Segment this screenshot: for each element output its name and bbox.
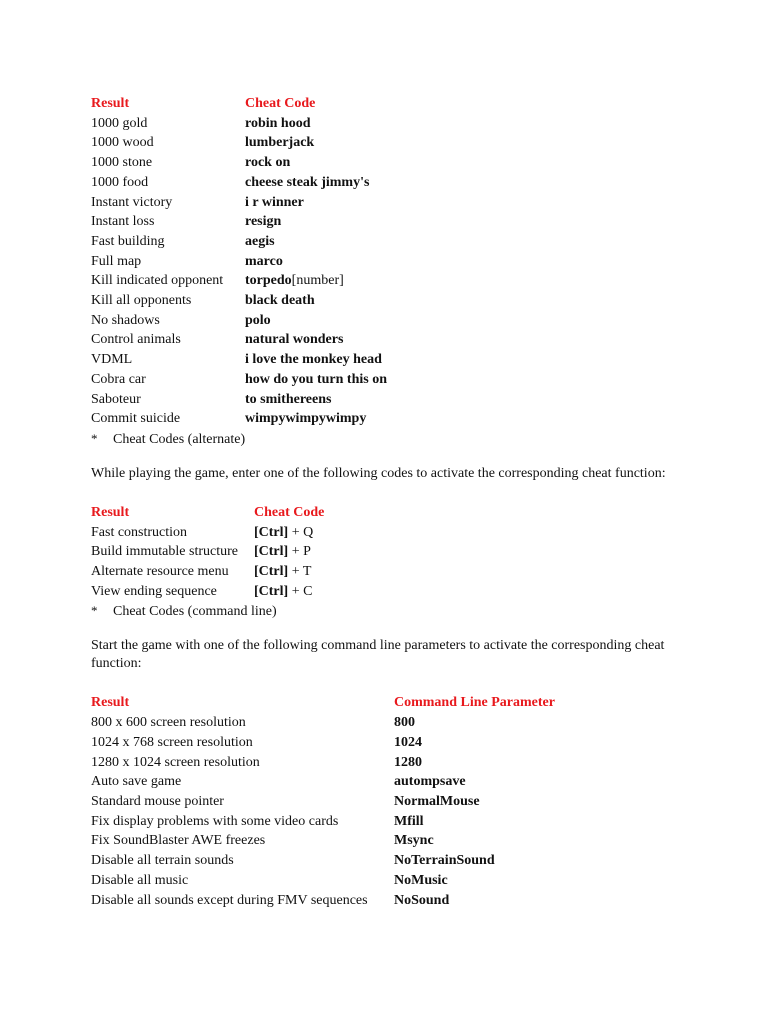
result-cell: Fast construction [91, 524, 188, 540]
code-text: marco [245, 253, 283, 269]
code-cell [245, 350, 387, 370]
result-cell: 1000 food [91, 174, 149, 190]
result-cell: Disable all sounds except during FMV sequences [91, 892, 368, 908]
table-row [91, 252, 387, 272]
result-cell: Full map [91, 253, 142, 269]
code-cell [394, 871, 555, 891]
code-text: natural wonders [245, 332, 344, 348]
paragraph-instructions-keys: While playing the game, enter one of the following codes to activate the corresponding cheat function: [91, 465, 666, 481]
code-text: lumberjack [245, 135, 315, 151]
section-note-alternate [91, 429, 731, 449]
header-result: Result [91, 96, 130, 111]
code-text: wimpywimpywimpy [245, 411, 367, 427]
table-row [91, 523, 324, 543]
table-row [91, 350, 387, 370]
code-text: to smithereens [245, 391, 332, 407]
code-cell [394, 792, 555, 812]
table-row [91, 153, 387, 173]
result-cell: 1000 wood [91, 135, 154, 151]
code-cell [394, 753, 555, 773]
table-row [91, 891, 555, 911]
code-text: NormalMouse [394, 793, 480, 809]
asterisk-bullet: * [91, 603, 98, 619]
code-cell [245, 291, 387, 311]
code-suffix: + P [288, 544, 311, 560]
table-row [91, 212, 387, 232]
code-cell [394, 891, 555, 911]
table-header [91, 693, 555, 713]
table-row [91, 542, 324, 562]
header-result: Result [91, 504, 130, 520]
code-cell [245, 390, 387, 410]
code-text: i r winner [245, 194, 304, 210]
cheat-table-keys [91, 503, 324, 602]
code-text: Mfill [394, 813, 424, 829]
code-cell [245, 252, 387, 272]
result-cell: Control animals [91, 332, 181, 348]
code-text: [Ctrl] [254, 544, 289, 560]
code-cell [245, 370, 387, 390]
code-cell [245, 193, 387, 213]
result-cell: Instant loss [91, 214, 155, 230]
code-cell [394, 713, 555, 733]
table-row [91, 291, 387, 311]
result-cell: No shadows [91, 312, 160, 328]
code-text: robin hood [245, 115, 311, 131]
code-text: [Ctrl] [254, 524, 289, 540]
code-cell [254, 542, 324, 562]
code-cell [245, 330, 387, 350]
result-cell: Standard mouse pointer [91, 793, 224, 809]
code-cell [245, 212, 387, 232]
result-cell: Alternate resource menu [91, 564, 229, 580]
code-text: how do you turn this on [245, 371, 387, 387]
table-row [91, 409, 387, 429]
asterisk-bullet: * [91, 430, 98, 446]
code-text: [Ctrl] [254, 564, 289, 580]
table-row [91, 831, 555, 851]
code-cell [245, 271, 387, 291]
code-cell [245, 173, 387, 193]
code-text: i love the monkey head [245, 352, 382, 368]
code-cell [245, 232, 387, 252]
code-cell [394, 733, 555, 753]
header-command-line-parameter: Command Line Parameter [394, 695, 555, 711]
table-row [91, 330, 387, 350]
paragraph-instructions-command-line: Start the game with one of the following command line parameters to activate the corresponding cheat function: [91, 638, 665, 672]
code-text: resign [245, 214, 282, 230]
result-cell: Kill indicated opponent [91, 273, 224, 289]
code-text: cheese steak jimmy's [245, 174, 370, 190]
code-text: torpedo [245, 273, 292, 289]
code-suffix: [number] [291, 273, 344, 289]
code-text: NoTerrainSound [394, 853, 495, 869]
code-cell [254, 562, 324, 582]
table-row [91, 733, 555, 753]
table-row [91, 370, 387, 390]
code-text: rock on [245, 155, 291, 171]
code-cell [245, 311, 387, 331]
table-row [91, 812, 555, 832]
code-cell [394, 851, 555, 871]
result-cell: 1024 x 768 screen resolution [91, 734, 253, 750]
code-text: 800 [394, 715, 415, 731]
table-row [91, 562, 324, 582]
note-text: Cheat Codes (alternate) [113, 431, 246, 447]
table-row [91, 792, 555, 812]
table-row [91, 753, 555, 773]
code-suffix: + T [288, 564, 312, 580]
note-text: Cheat Codes (command line) [113, 604, 277, 620]
section-note-command-line [91, 601, 731, 621]
code-cell [245, 409, 387, 429]
result-cell: Cobra car [91, 371, 146, 387]
code-cell [394, 772, 555, 792]
result-cell: Instant victory [91, 194, 173, 210]
result-cell: 800 x 600 screen resolution [91, 715, 246, 731]
code-text: black death [245, 293, 315, 309]
result-cell: Saboteur [91, 391, 141, 407]
code-suffix: + C [288, 583, 313, 599]
table-row [91, 114, 387, 134]
code-suffix: + Q [288, 524, 314, 540]
table-row [91, 582, 324, 602]
code-text: Msync [394, 833, 434, 849]
result-cell: Auto save game [91, 774, 182, 790]
table-header [91, 94, 387, 114]
code-text: 1024 [394, 734, 422, 750]
result-cell: Disable all terrain sounds [91, 853, 234, 869]
result-cell: Build immutable structure [91, 544, 238, 560]
result-cell: View ending sequence [91, 583, 217, 599]
table-row [91, 772, 555, 792]
document-page [91, 94, 731, 910]
table-row [91, 390, 387, 410]
command-line-table [91, 693, 555, 910]
header-cheat-code: Cheat Code [254, 504, 325, 520]
table-row [91, 871, 555, 891]
header-cheat-code: Cheat Code [245, 96, 316, 111]
table-row [91, 851, 555, 871]
table-header [91, 503, 324, 523]
code-cell [394, 831, 555, 851]
code-text: autompsave [394, 774, 466, 790]
code-text: [Ctrl] [254, 583, 289, 599]
table-row [91, 173, 387, 193]
result-cell: Fast building [91, 233, 165, 249]
result-cell: Kill all opponents [91, 293, 192, 309]
code-cell [254, 582, 324, 602]
header-result: Result [91, 695, 130, 711]
table-row [91, 311, 387, 331]
result-cell: 1000 stone [91, 155, 153, 171]
result-cell: 1280 x 1024 screen resolution [91, 754, 260, 770]
code-text: NoMusic [394, 872, 448, 888]
code-cell [245, 114, 387, 134]
code-text: NoSound [394, 892, 450, 908]
result-cell: 1000 gold [91, 115, 148, 131]
result-cell: VDML [91, 352, 133, 368]
code-text: 1280 [394, 754, 422, 770]
cheat-table-main [91, 94, 387, 429]
table-row [91, 713, 555, 733]
table-row [91, 133, 387, 153]
code-cell [394, 812, 555, 832]
table-row [91, 193, 387, 213]
code-cell [245, 133, 387, 153]
code-cell [254, 523, 324, 543]
result-cell: Commit suicide [91, 411, 181, 427]
result-cell: Fix SoundBlaster AWE freezes [91, 833, 266, 849]
code-text: polo [245, 312, 271, 328]
result-cell: Disable all music [91, 872, 189, 888]
result-cell: Fix display problems with some video cards [91, 813, 339, 829]
table-row [91, 232, 387, 252]
table-row [91, 271, 387, 291]
code-cell [245, 153, 387, 173]
code-text: aegis [245, 233, 275, 249]
